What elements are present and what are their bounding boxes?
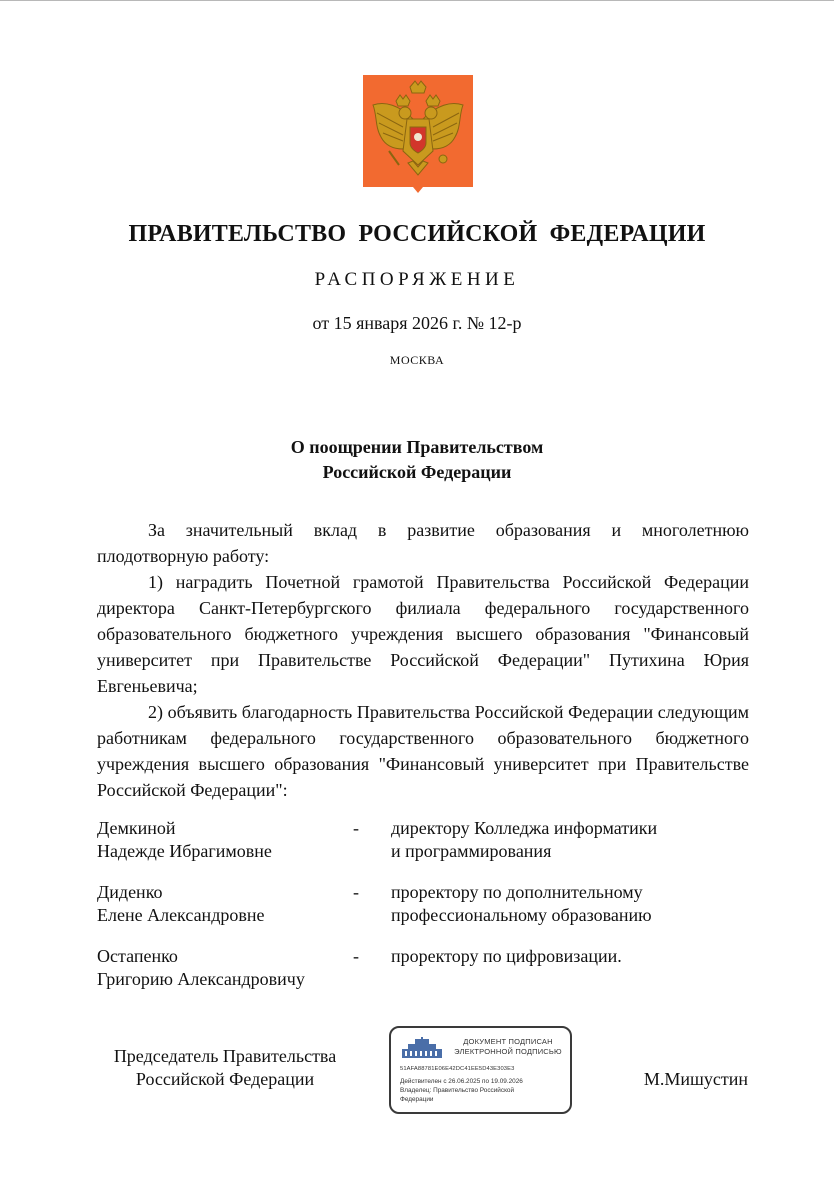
recipient-given-name: Елене Александровне [97, 905, 265, 925]
recipient-surname: Демкиной [97, 818, 176, 838]
stamp-certificate-number: 51AFA88781E06E42DC41EE5D43E303E3 [400, 1066, 515, 1072]
document-type: РАСПОРЯЖЕНИЕ [314, 269, 520, 290]
coat-of-arms-emblem [363, 75, 473, 193]
recipient-name [97, 817, 272, 863]
electronic-signature-stamp [389, 1026, 572, 1114]
stamp-heading-line-1: ДОКУМЕНТ ПОДПИСАН [463, 1037, 553, 1046]
government-building-icon [400, 1037, 444, 1059]
signer-title-line-2: Российской Федерации [135, 1069, 315, 1089]
stamp-validity: Действителен с 26.06.2025 по 19.09.2026 [400, 1078, 523, 1085]
stamp-owner-line-1: Владелец: Правительство Российской [400, 1087, 515, 1094]
body-intro: За значительный вклад в развитие образования и многолетнюю плодотворную работу: [97, 520, 749, 566]
subject-line-1: О поощрении Правительством [290, 437, 544, 457]
government-title: ПРАВИТЕЛЬСТВО РОССИЙСКОЙ ФЕДЕРАЦИИ [128, 221, 706, 247]
recipient-dash: - [353, 946, 359, 966]
stamp-owner-line-2: Федерации [400, 1096, 434, 1103]
stamp-heading [447, 1037, 569, 1057]
recipient-given-name: Надежде Ибрагимовне [97, 841, 272, 861]
document-city: МОСКВА [389, 353, 445, 367]
recipient-position-line-1: проректору по дополнительному [391, 882, 643, 902]
list-item [97, 817, 749, 881]
recipient-dash: - [353, 818, 359, 838]
body-item-1: 1) наградить Почетной грамотой Правительства Российской Федерации директора Санкт-Петербургского филиала федерального государственного образовательного бюджетного учреждения высшего образования "Финансовый университет при Правительстве Российской Федерации" Путихина Юрия Евгеньевича; [97, 572, 749, 696]
document-body [97, 517, 749, 803]
recipient-name [97, 881, 264, 927]
recipient-given-name: Григорию Александровичу [97, 969, 305, 989]
recipients-list [97, 817, 749, 1009]
recipient-dash: - [353, 882, 359, 902]
recipient-position-line-2: и программирования [391, 841, 552, 861]
list-item [97, 945, 749, 1009]
recipient-position [391, 817, 657, 863]
stamp-heading-line-2: ЭЛЕКТРОННОЙ ПОДПИСЬЮ [454, 1047, 562, 1056]
recipient-position-line-1: директору Колледжа информатики [391, 818, 658, 838]
signer-title-line-1: Председатель Правительства [113, 1046, 337, 1066]
recipient-position-line-1: проректору по цифровизации. [391, 946, 622, 966]
recipient-surname: Остапенко [97, 946, 178, 966]
recipient-surname: Диденко [97, 882, 163, 902]
subject-line-2: Российской Федерации [322, 462, 512, 482]
recipient-position-line-2: профессиональному образованию [391, 905, 652, 925]
list-item [97, 881, 749, 945]
recipient-name [97, 945, 305, 991]
document-date-number: от 15 января 2026 г. № 12-р [312, 313, 522, 333]
document-subject [0, 435, 834, 485]
recipient-position [391, 945, 622, 968]
recipient-position [391, 881, 652, 927]
body-item-2: 2) объявить благодарность Правительства Российской Федерации следующим работникам федерального государственного образовательного бюджетного учреждения высшего образования "Финансовый университет при Правительстве Российской Федерации": [97, 702, 749, 800]
signer-name: М.Мишустин [643, 1069, 748, 1089]
signer-title [97, 1045, 353, 1091]
